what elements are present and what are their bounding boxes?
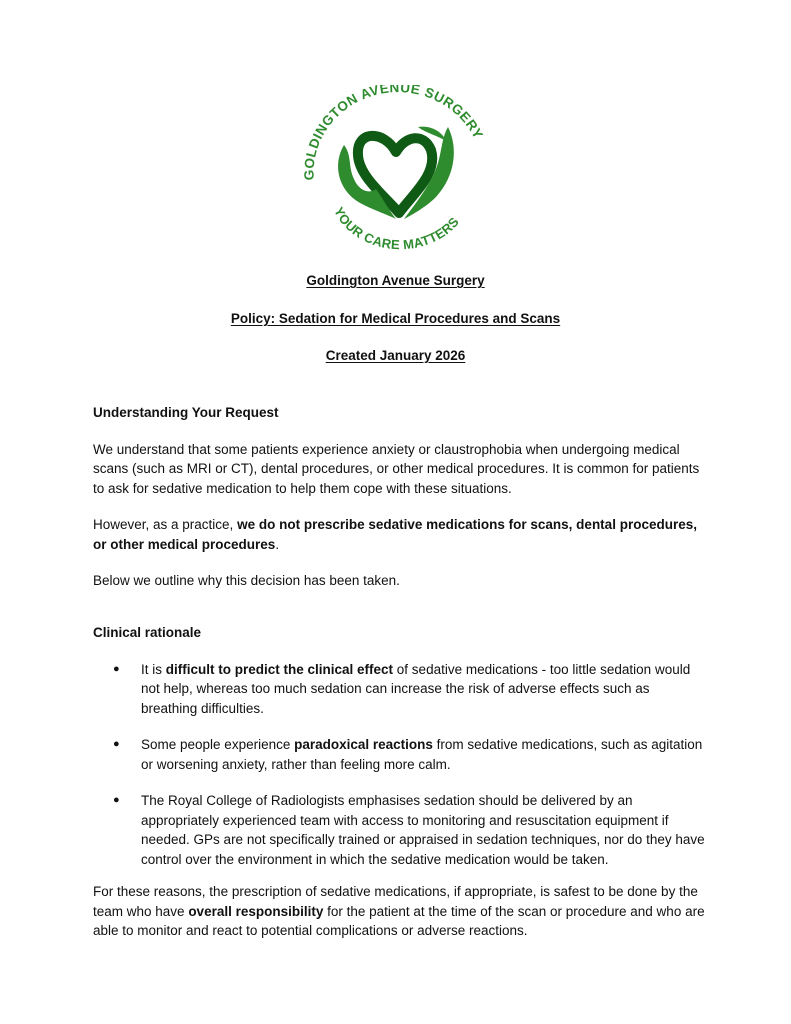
list-item-bold: difficult to predict the clinical effect [165, 661, 394, 677]
list-item [93, 791, 708, 869]
section-clinical-rationale [93, 623, 708, 941]
created-date: Created January 2026 [325, 348, 466, 363]
org-name: Goldington Avenue Surgery [306, 273, 485, 288]
rationale-list [93, 660, 708, 870]
list-item [93, 735, 708, 774]
conclusion-paragraph [93, 882, 708, 941]
list-item-text: Some people experience [141, 737, 295, 752]
policy-statement-bold: we do not prescribe sedative medications for scans, dental procedures, or other medical procedures [93, 517, 697, 552]
list-item-text: It is [141, 661, 166, 677]
conclusion-bold: overall responsibility [188, 903, 324, 919]
section-understanding [93, 403, 708, 591]
list-item [93, 660, 708, 719]
policy-statement-prefix: However, as a practice, [93, 517, 238, 532]
policy-statement [93, 515, 708, 554]
heart-hands-icon [296, 85, 496, 255]
intro-paragraph: We understand that some patients experience anxiety or claustrophobia when undergoing medical scans (such as MRI or CT), dental procedures, or other medical procedures. It is common for patients to ask for sedative medication to help them cope with these situations. [93, 441, 700, 496]
bullet-icon: ● [113, 794, 120, 806]
logo-bottom-text: YOUR CARE MATTERS [331, 204, 462, 253]
logo-top-text: GOLDINGTON AVENUE SURGERY [301, 85, 486, 181]
conclusion-suffix: for the patient at the time of the scan or procedure and who are able to monitor and react to potential complications or adverse reactions. [93, 903, 705, 938]
list-item-text: The Royal College of Radiologists emphasises sedation should be delivered by an appropriately experienced team with access to monitoring and resuscitation equipment if needed. GPs are not specifically trained or appraised in sedation techniques, nor do they have control over the environment in which the sedative medication would be taken. [141, 793, 705, 867]
section-heading: Understanding Your Request [93, 405, 279, 420]
section-heading: Clinical rationale [93, 625, 202, 640]
policy-title: Policy: Sedation for Medical Procedures and Scans [230, 311, 561, 326]
bullet-icon: ● [113, 738, 120, 750]
surgery-logo [296, 85, 496, 255]
list-item-bold: paradoxical reactions [294, 737, 433, 752]
policy-statement-suffix: . [275, 536, 280, 552]
bullet-icon: ● [113, 662, 120, 675]
list-item-text: of sedative medications - too little sedation would not help, whereas too much sedation can increase the risk of adverse effects such as breathing difficulties. [141, 661, 691, 716]
list-item-text: from sedative medications, such as agitation or worsening anxiety, rather than feeling more calm. [141, 737, 703, 772]
outline-paragraph: Below we outline why this decision has been taken. [93, 573, 400, 588]
conclusion-prefix: For these reasons, the prescription of sedative medications, if appropriate, is safest to be done by the team who have [93, 884, 698, 919]
